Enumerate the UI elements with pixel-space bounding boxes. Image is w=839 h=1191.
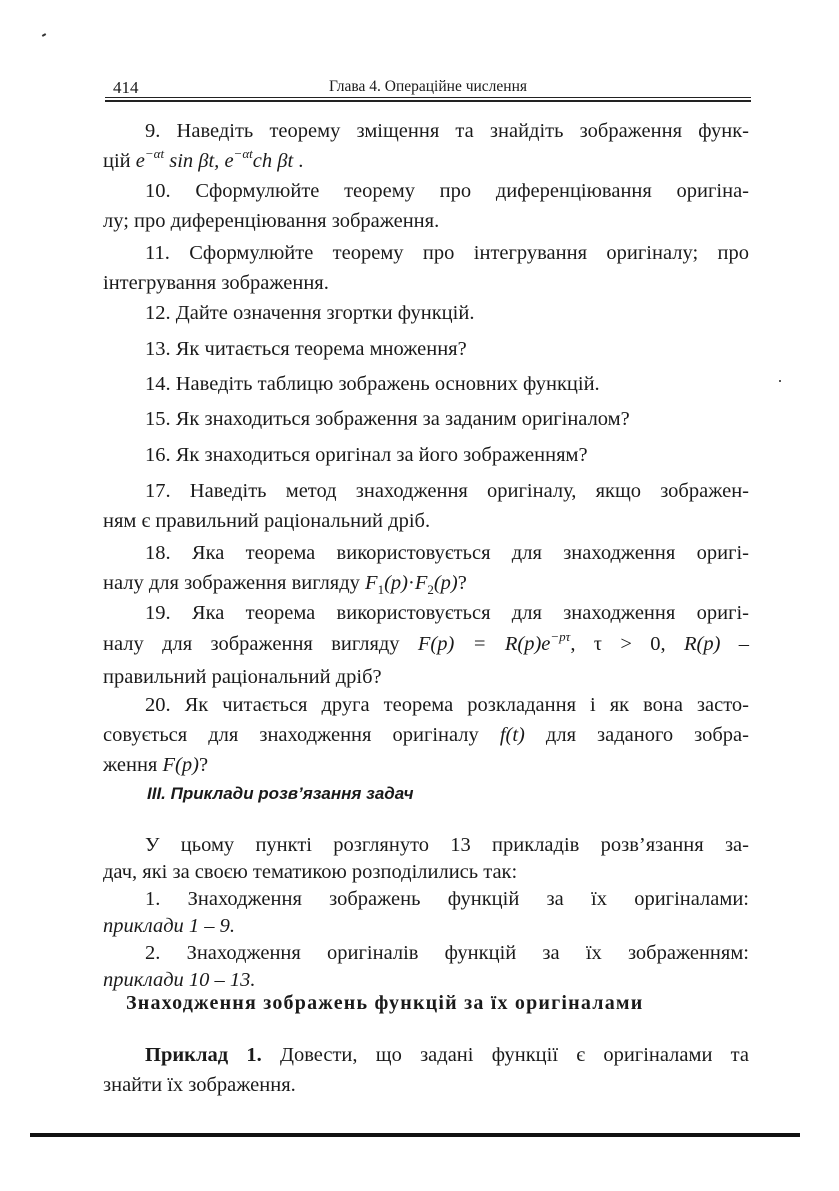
question-10: 10. Сформулюйте теорему про диференціювання оригіна- лу; про диференціювання зображення. (103, 180, 749, 232)
header-rule (105, 100, 751, 102)
question-20: 20. Як читається друга теорема розкладання і як вона засто- совується для знаходження оригіналу f(t) для заданого зобра- ження F(p)? (103, 694, 749, 776)
scan-mark (42, 33, 46, 37)
example-label: Приклад 1. (145, 1044, 262, 1066)
question-16: 16. Як знаходиться оригінал за його зображенням? (145, 444, 588, 466)
section-title: ІІІ. Приклади розв’язання задач (147, 784, 414, 803)
chapter-title: Глава 4. Операційне числення (328, 78, 528, 95)
question-9: 9. Наведіть теорему зміщення та знайдіть зображення функ- цій $e^{-\alpha t}$ sin βt, $e^{-\alpha t}ch$ βt . (103, 120, 749, 172)
scan-mark (779, 380, 781, 382)
question-11: 11. Сформулюйте теорему про інтегрування оригіналу; про інтегрування зображення. (103, 242, 749, 294)
bottom-rule (30, 1133, 800, 1137)
question-18: 18. Яка теорема використовується для знаходження оригі- налу для зображення вигляду $F_1(p)\cdot F_2(p)$? (103, 542, 749, 597)
question-12: 12. Дайте означення згортки функцій. (145, 302, 475, 324)
page-number: 414 (113, 78, 139, 97)
section-intro: У цьому пункті розглянуто 13 прикладів розв’язання за- дач, які за своєю тематикою розподілились так: 1. Знаходження зображень функцій за їх оригіналами: приклади 1 – 9. 2. Знаходження оригіналів функцій за їх зображенням: приклади 10 – 13. (103, 834, 749, 991)
question-14: 14. Наведіть таблицю зображень основних функцій. (145, 373, 600, 395)
question-17: 17. Наведіть метод знаходження оригіналу, якщо зображен- ням є правильний раціональний дріб. (103, 480, 749, 532)
question-13: 13. Як читається теорема множення? (145, 338, 467, 360)
header-rule (105, 97, 751, 98)
example-1: Приклад 1. Довести, що задані функції є оригіналами та знайти їх зображення. (103, 1044, 749, 1096)
question-19: 19. Яка теорема використовується для знаходження оригі- налу для зображення вигляду $F(p) = R(p)e^{-p\tau}$, τ > 0, R(p) – правильний раціональний дріб? (103, 602, 749, 688)
subheading: Знаходження зображень функцій за їх оригіналами (126, 992, 644, 1014)
question-15: 15. Як знаходиться зображення за заданим оригіналом? (145, 408, 630, 430)
